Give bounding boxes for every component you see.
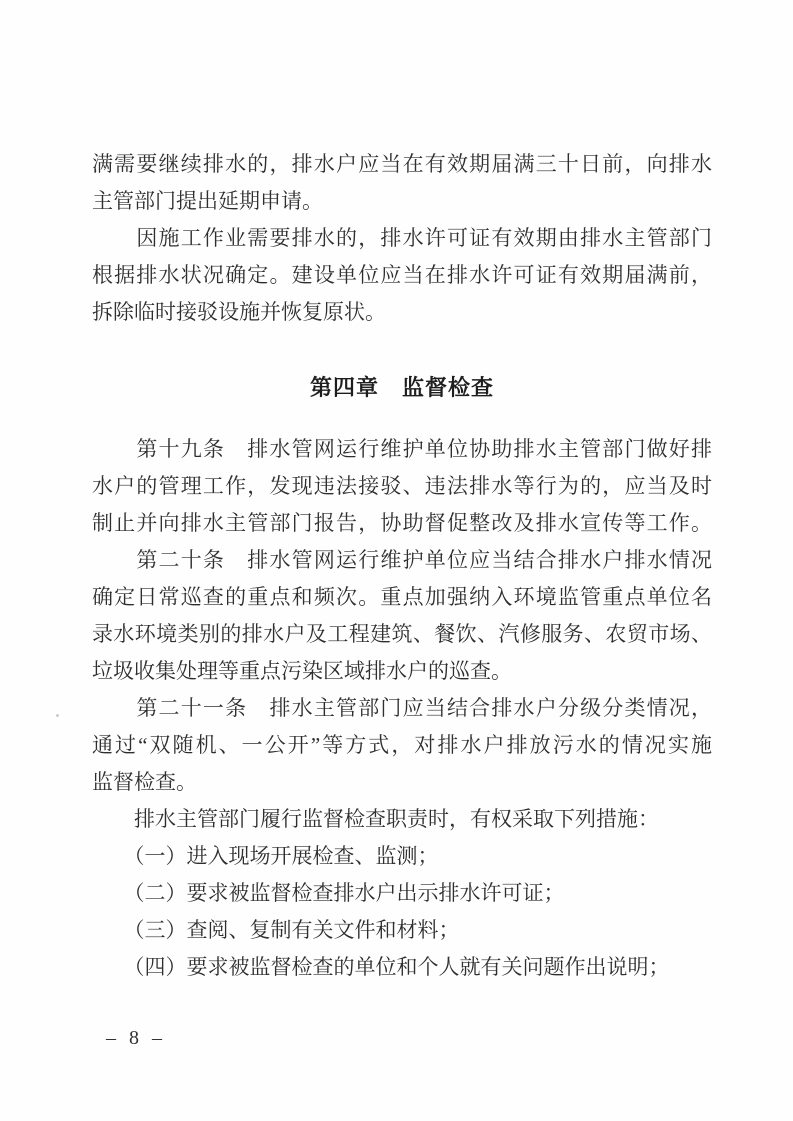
measure-item-3-line-1: （三）查阅、复制有关文件和材料； xyxy=(92,918,460,942)
para-construction-drainage-line-2: 根据排水状况确定。建设单位应当在排水许可证有效期届满前， xyxy=(92,263,712,287)
chapter-heading: 第四章 监督检查 xyxy=(309,375,494,400)
article-20-line-1: 第二十条 排水管网运行维护单位应当结合排水户排水情况 xyxy=(92,548,712,572)
article-20-line-2: 确定日常巡查的重点和频次。重点加强纳入环境监管重点单位名 xyxy=(92,585,712,609)
article-20-line-3: 录水环境类别的排水户及工程建筑、餐饮、汽修服务、农贸市场、 xyxy=(92,622,712,646)
article-21-line-2: 通过“双随机、一公开”等方式，对排水户排放污水的情况实施 xyxy=(92,733,712,757)
page-number: – 8 – xyxy=(106,1027,166,1049)
measure-item-2-line-1: （二）要求被监督检查排水户出示排水许可证； xyxy=(92,881,565,905)
para-permit-renewal-continued-line-1: 满需要继续排水的，排水户应当在有效期届满三十日前，向排水 xyxy=(92,152,712,176)
measure-item-1-line-1: （一）进入现场开展检查、监测； xyxy=(92,844,439,868)
document-body xyxy=(92,146,712,986)
article-19-line-1: 第十九条 排水管网运行维护单位协助排水主管部门做好排 xyxy=(92,437,712,461)
article-21-line-3: 监督检查。 xyxy=(92,770,197,794)
para-construction-drainage-line-3: 拆除临时接驳设施并恢复原状。 xyxy=(92,300,386,324)
scan-artifact-speck xyxy=(56,714,59,717)
article-20-line-4: 垃圾收集处理等重点污染区域排水户的巡查。 xyxy=(92,659,512,683)
para-construction-drainage-line-1: 因施工作业需要排水的，排水许可证有效期由排水主管部门 xyxy=(92,226,712,250)
article-21-line-1: 第二十一条 排水主管部门应当结合排水户分级分类情况， xyxy=(92,696,712,720)
article-19-line-2: 水户的管理工作，发现违法接驳、违法排水等行为的，应当及时 xyxy=(92,474,712,498)
measure-item-4-line-1: （四）要求被监督检查的单位和个人就有关问题作出说明； xyxy=(92,955,670,979)
para-measures-intro-line-1: 排水主管部门履行监督检查职责时，有权采取下列措施： xyxy=(92,807,659,831)
article-19-line-3: 制止并向排水主管部门报告，协助督促整改及排水宣传等工作。 xyxy=(92,511,712,535)
para-permit-renewal-continued-line-2: 主管部门提出延期申请。 xyxy=(92,189,323,213)
